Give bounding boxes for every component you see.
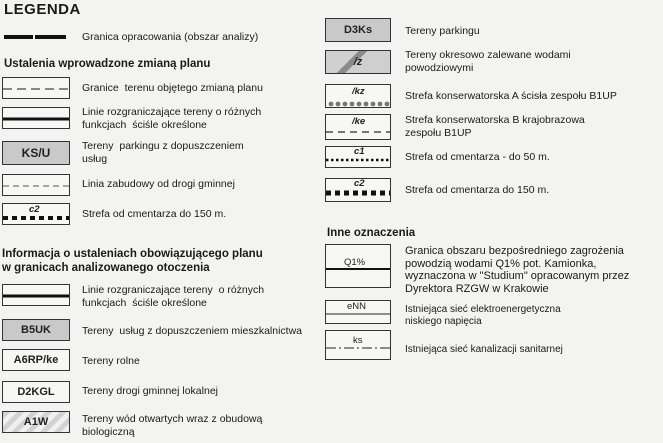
ksu-symbol-text: KS/U (21, 146, 51, 160)
d2kgl-label: Tereny drogi gminnej lokalnej (82, 385, 218, 397)
existing-dividing-lines-label: Linie rozgraniczające tereny o różnych funkcjach ściśle określone (82, 284, 265, 309)
a1w-symbol (2, 411, 70, 433)
section-existing-plan-heading: Informacja o ustaleniach obowiązującego planu w granicach analizowanego otoczenia (2, 248, 263, 274)
ksu-label: Tereny parkingu z dopuszczeniem usług (82, 140, 244, 165)
a6rp-label: Tereny rolne (82, 355, 140, 367)
conservation-a-tag: /kz (352, 86, 365, 97)
d2kgl-symbol (2, 381, 70, 403)
cemetery-zone-50-label: Strefa od cmentarza - do 50 m. (405, 151, 550, 163)
cemetery-zone-150-left-symbol (2, 203, 70, 225)
ksu-symbol (2, 141, 70, 165)
d3ks-symbol (325, 18, 391, 42)
flood-zone-label: Tereny okresowo zalewane wodami powodziowymi (405, 49, 571, 74)
conservation-b-label: Strefa konserwatorska B krajobrazowa zespołu B1UP (405, 114, 585, 139)
cemetery-zone-150-right-tag: c2 (354, 178, 365, 189)
d2kgl-symbol-text: D2KGL (17, 386, 55, 398)
section-plan-change-heading: Ustalenia wprowadzone zmianą planu (4, 58, 211, 70)
d3ks-symbol-text: D3Ks (343, 24, 373, 36)
a1w-label: Tereny wód otwartych wraz z obudową biologiczną (82, 413, 263, 438)
conservation-a-symbol (325, 84, 391, 108)
conservation-b-tag: /ke (352, 116, 366, 127)
b5uk-symbol-text: B5UK (21, 324, 51, 336)
conservation-a-label: Strefa konserwatorska A ścisła zespołu B1UP (405, 90, 617, 102)
flood-zone-symbol (325, 50, 391, 74)
study-boundary-label: Granica opracowania (obszar analizy) (82, 31, 259, 43)
b5uk-symbol (2, 319, 70, 341)
cemetery-zone-150-left-tag: c2 (29, 204, 40, 215)
power-network-tag: eNN (347, 301, 367, 312)
existing-dividing-lines-symbol (2, 284, 70, 306)
power-network-label: Istniejąca sieć elektroenergetyczna niskiego napięcia (405, 304, 561, 327)
cemetery-zone-50-tag: c1 (354, 146, 365, 157)
power-network-symbol (325, 300, 391, 324)
legend-title: LEGENDA (4, 1, 81, 18)
flood-boundary-q1-label: Granica obszaru bezpośredniego zagrożenia powodzią wodami Q1% pot. Kamionka, wyznaczona w "Studium" opracowanym przez Dyrektora RZGW w Krakowie (405, 245, 630, 295)
plan-change-boundary-label: Granice terenu objętego zmianą planu (82, 82, 263, 94)
cemetery-zone-150-right-symbol (325, 178, 391, 202)
a6rp-symbol-text: A6RP/ke (13, 354, 59, 366)
cemetery-zone-50-symbol (325, 146, 391, 168)
sewer-network-tag: ks (353, 335, 363, 346)
building-line-label: Linia zabudowy od drogi gminnej (82, 178, 235, 190)
building-line-symbol (2, 174, 70, 196)
dividing-lines-symbol (2, 107, 70, 129)
flood-zone-symbol-text: /z (353, 56, 363, 68)
conservation-b-symbol (325, 114, 391, 140)
plan-change-boundary-symbol (2, 77, 70, 99)
a6rp-symbol (2, 349, 70, 371)
a1w-symbol-text: A1W (23, 416, 49, 428)
flood-boundary-q1-symbol (325, 244, 391, 288)
cemetery-zone-150-left-label: Strefa od cmentarza do 150 m. (82, 208, 227, 220)
sewer-network-label: Istniejąca sieć kanalizacji sanitarnej (405, 344, 563, 355)
d3ks-label: Tereny parkingu (405, 25, 480, 37)
flood-boundary-q1-tag: Q1% (344, 257, 366, 268)
section-other-heading: Inne oznaczenia (327, 227, 416, 239)
sewer-network-symbol (325, 330, 391, 360)
cemetery-zone-150-right-label: Strefa od cmentarza do 150 m. (405, 184, 550, 196)
b5uk-label: Tereny usług z dopuszczeniem mieszkalnictwa (82, 325, 303, 337)
study-boundary-symbol (4, 28, 66, 46)
dividing-lines-label: Linie rozgraniczające tereny o różnych funkcjach ściśle określone (82, 106, 262, 131)
